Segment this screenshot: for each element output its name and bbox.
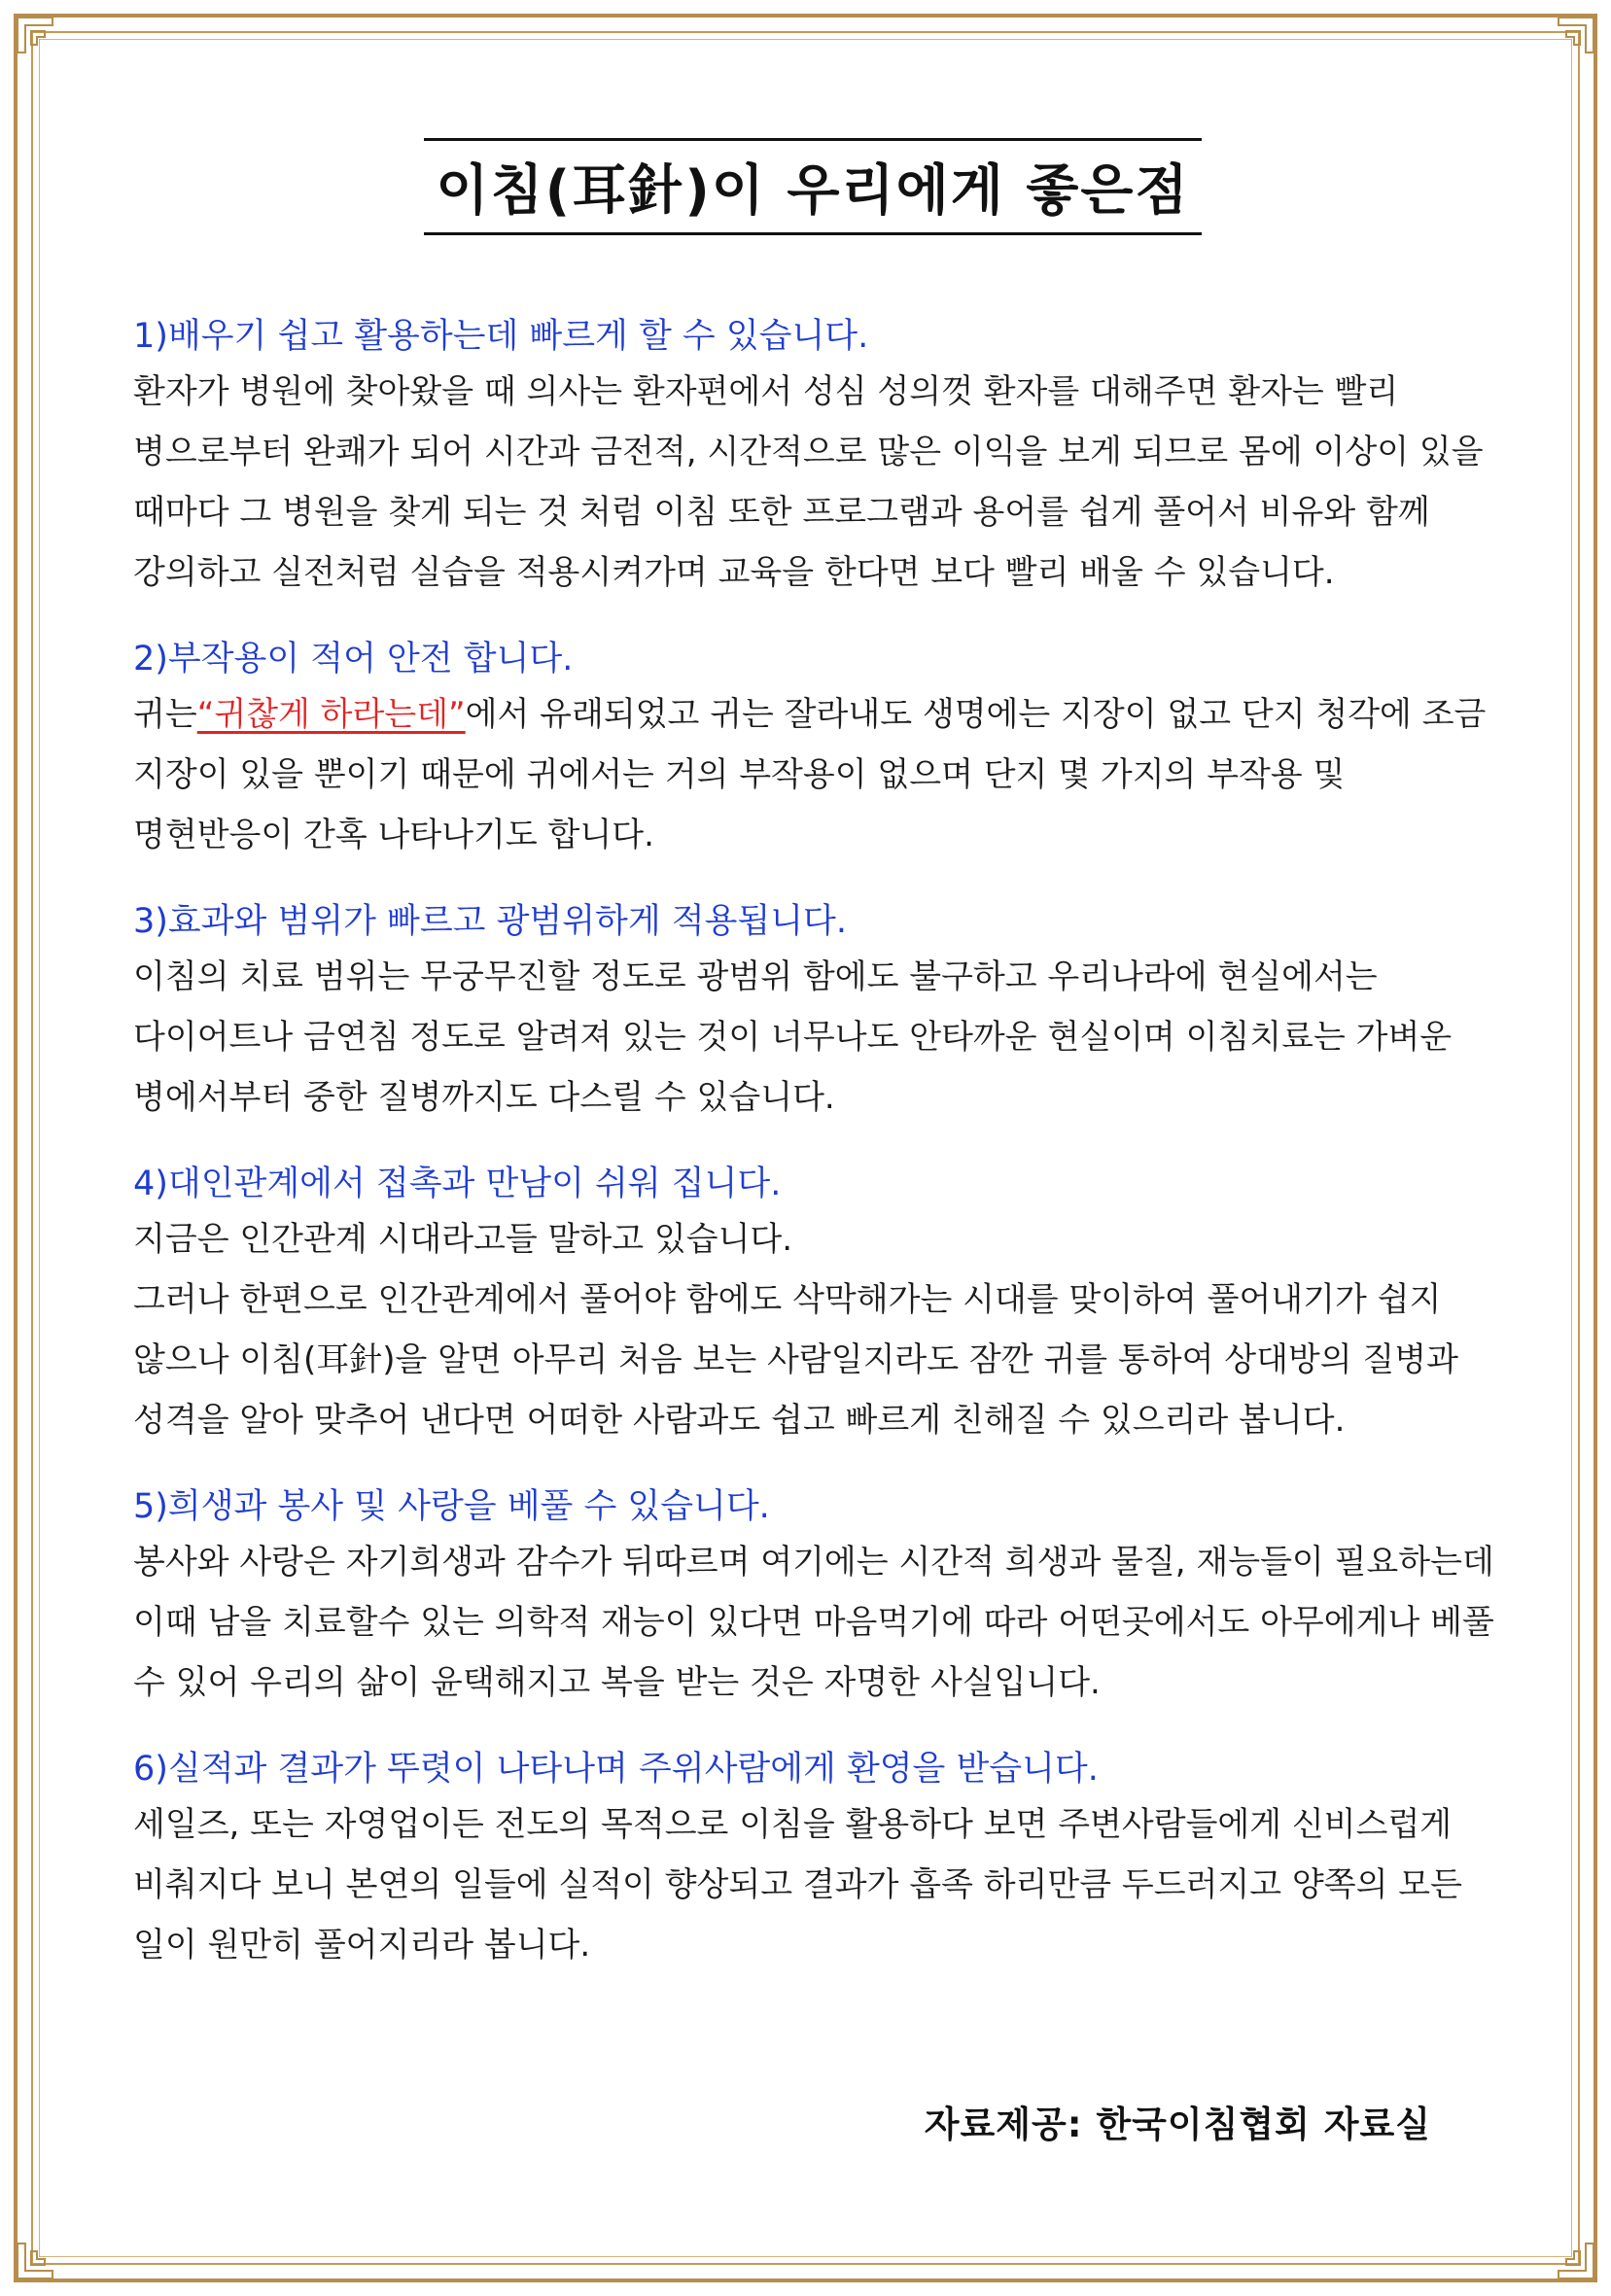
corner-ornament-icon bbox=[1539, 14, 1597, 72]
corner-ornament-icon bbox=[14, 14, 72, 72]
section-text: 환자가 병원에 찾아왔을 때 의사는 환자편에서 성심 성의껏 환자를 대해주면 환자는 빨리 병으로부터 완쾌가 되어 시간과 금전적, 시간적으로 많은 이익을 보게 되므로 몸에 이상이 있을 때마다 그 병원을 찾게 되는 것 처럼 이침 또한 프로그램과 용어를 쉽게 풀어서 비유와 함께 강의하고 실전처럼 실습을 적용시켜가며 교육을 한다면 보다 빨리 배울 수 있습니다. bbox=[133, 372, 1484, 592]
highlighted-quote: “귀찮게 하라는데” bbox=[196, 695, 466, 734]
section-6 bbox=[133, 1746, 1494, 1975]
page-title: 이침(耳針)이 우리에게 좋은점 bbox=[436, 159, 1190, 223]
section-text: 봉사와 사랑은 자기희생과 감수가 뒤따르며 여기에는 시간적 희생과 물질, 재능들이 필요하는데 이때 남을 치료할수 있는 의학적 재능이 있다면 마음먹기에 따라 어떤곳에서도 아무에게나 베풀 수 있어 우리의 삶이 윤택해지고 복을 받는 것은 자명한 사실입니다. bbox=[133, 1543, 1494, 1702]
corner-ornament-icon bbox=[1539, 2224, 1597, 2282]
section-heading: 5)희생과 봉사 및 사랑을 베풀 수 있습니다. bbox=[133, 1487, 770, 1526]
corner-ornament-icon bbox=[14, 2224, 72, 2282]
section-heading: 2)부작용이 적어 안전 합니다. bbox=[133, 640, 574, 678]
section-1 bbox=[133, 313, 1494, 603]
section-4 bbox=[133, 1161, 1494, 1450]
section-text bbox=[133, 1209, 1494, 1450]
section-text-line: 그러나 한편으로 인간관계에서 풀어야 함에도 삭막해가는 시대를 맞이하여 풀어내기가 쉽지 않으나 이침(耳針)을 알면 아무리 처음 보는 사람일지라도 잠깐 귀를 통하여 상대방의 질병과 성격을 알아 맞추어 낸다면 어떠한 사람과도 쉽고 빠르게 친해질 수 있으리라 봅니다. bbox=[133, 1280, 1458, 1440]
section-heading: 3)효과와 범위가 빠르고 광범위하게 적용됩니다. bbox=[133, 902, 847, 941]
section-3 bbox=[133, 898, 1494, 1128]
section-heading: 4)대인관계에서 접촉과 만남이 쉬워 집니다. bbox=[133, 1165, 782, 1203]
section-text: 이침의 치료 범위는 무궁무진할 정도로 광범위 함에도 불구하고 우리나라에 현실에서는 다이어트나 금연침 정도로 알려져 있는 것이 너무나도 안타까운 현실이며 이침치료는 가벼운 병에서부터 중한 질병까지도 다스릴 수 있습니다. bbox=[133, 957, 1453, 1117]
source-credit: 자료제공: 한국이침협회 자료실 bbox=[924, 2104, 1431, 2145]
document-body bbox=[133, 313, 1494, 2008]
section-text: 세일즈, 또는 자영업이든 전도의 목적으로 이침을 활용하다 보면 주변사람들에게 신비스럽게 비춰지다 보니 본연의 일들에 실적이 향상되고 결과가 흡족 하리만큼 두드러지고 양쪽의 모든 일이 원만히 풀어지리라 봅니다. bbox=[133, 1805, 1462, 1965]
text-after-highlight: 에서 유래되었고 귀는 잘라내도 생명에는 지장이 없고 단지 청각에 조금 지장이 있을 뿐이기 때문에 귀에서는 거의 부작용이 없으며 단지 몇 가지의 부작용 및 명현반응이 간혹 나타나기도 합니다. bbox=[133, 695, 1487, 854]
section-5 bbox=[133, 1483, 1494, 1713]
section-2 bbox=[133, 636, 1494, 865]
section-text bbox=[133, 684, 1494, 865]
section-text-line: 지금은 인간관계 시대라고들 말하고 있습니다. bbox=[133, 1220, 793, 1259]
text-before-highlight: 귀는 bbox=[133, 695, 197, 734]
title-box bbox=[424, 138, 1202, 235]
section-heading: 6)실적과 결과가 뚜렷이 나타나며 주위사람에게 환영을 받습니다. bbox=[133, 1750, 1099, 1789]
section-heading: 1)배우기 쉽고 활용하는데 빠르게 할 수 있습니다. bbox=[133, 317, 869, 356]
